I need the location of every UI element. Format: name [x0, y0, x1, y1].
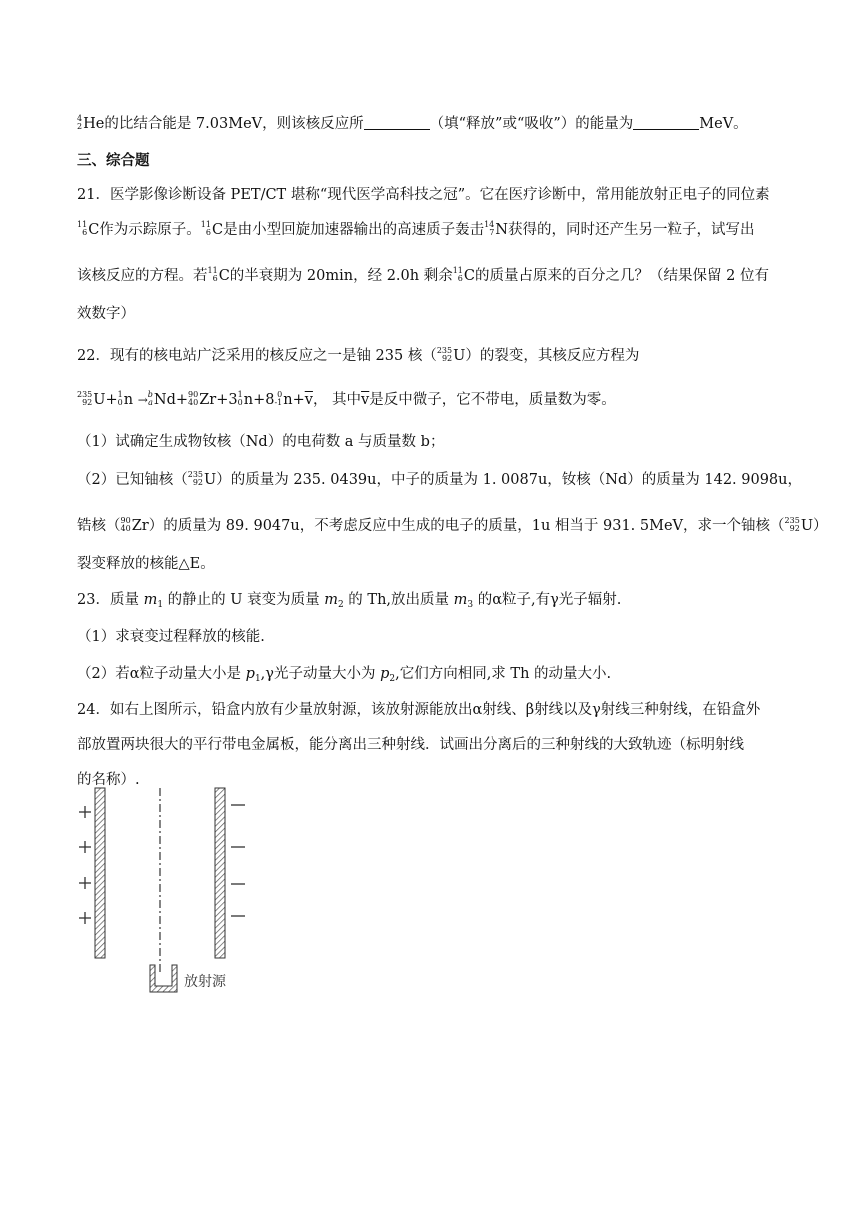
lead-box	[150, 965, 177, 992]
q21-line-1: 21．医学影像诊断设备 PET/CT 堪称“现代医学高科技之冠”。它在医疗诊断中，常用能放射正电子的同位素	[77, 187, 770, 203]
plus-signs	[79, 806, 91, 924]
left-plate	[95, 788, 105, 958]
answer-blank-2[interactable]	[633, 115, 699, 130]
q21-line-2: 11 6 C作为示踪原子。 11 6 C是由小型回旋加速器输出的高速质子轰击 14 7 N获得的，同时还产生另一粒子，试写出	[77, 220, 755, 238]
q22-part-2: （2）已知铀核（ 235 92 U）的质量为 235. 0439u，中子的质量为 1. 0087u，钕核（Nd）的质量为 142. 9098u，	[77, 470, 802, 488]
q24-line-2: 部放置两块很大的平行带电金属板，能分离出三种射线．试画出分离后的三种射线的大致轨迹（标明射线	[77, 737, 744, 753]
he-text-1: 的比结合能是 7.03MeV，则该核反应所	[104, 116, 364, 132]
q23-part-2: （2）若α粒子动量大小是 $p_1,\gamma$光子动量大小为 $p_2$,它们方向相同,求 Th 的动量大小.	[77, 666, 612, 684]
reaction-arrow: →	[137, 393, 148, 407]
q21-line-3: 该核反应的方程。若 11 6 C的半衰期为 20min，经 2.0h 剩余 11 6 C的质量占原来的百分之几？（结果保留 2 位有	[77, 266, 769, 284]
q22-part-1: （1）试确定生成物钕核（Nd）的电荷数 a 与质量数 b；	[77, 434, 445, 450]
q23-part-1: （1）求衰变过程释放的核能.	[77, 629, 265, 645]
q22-line-1: 22．现有的核电站广泛采用的核反应之一是铀 235 核（ 235 92 U）的裂变，其核反应方程为	[77, 346, 640, 364]
he-binding-line	[77, 112, 748, 133]
he-text-2: （填“释放”或“吸收”）的能量为	[429, 116, 634, 132]
minus-signs	[231, 805, 245, 916]
he-text-3: MeV。	[699, 116, 748, 132]
radiation-plates-figure	[77, 783, 277, 1003]
q22-part-2-cont: 锆核（ 90 40 Zr）的质量为 89. 9047u，不考虑反应中生成的电子的质量，1u 相当于 931. 5MeV，求一个铀核（ 235 92 U）	[77, 516, 828, 534]
q22-equation: 235 92 U+ 1 0 n → b a Nd+ 90 40 Zr+3 1 0 n+8 0 -1 $n+\overline{v}$， 其中$\overline{v}$是反中微子，它不带电，质量数为零。	[77, 390, 616, 408]
section-heading: 三、综合题	[77, 152, 150, 169]
q22-part-2-end: 裂变释放的核能△E。	[77, 556, 215, 572]
he-isotope-numbers: 4 2	[77, 114, 83, 131]
q23-line-1: 23．质量 $m_1$ 的静止的 U 衰变为质量 $m_2$ 的 Th,放出质量 $m_3$ 的α粒子,有γ光子辐射.	[77, 592, 622, 610]
source-label: 放射源	[184, 974, 226, 990]
q21-line-4: 效数字）	[77, 306, 135, 322]
he-symbol: He	[83, 116, 105, 132]
right-plate	[215, 788, 225, 958]
q24-line-3: 的名称）.	[77, 772, 140, 788]
q24-line-1: 24．如右上图所示，铅盒内放有少量放射源，该放射源能放出α射线、β射线以及γ射线三种射线，在铅盒外	[77, 702, 761, 718]
answer-blank-1[interactable]	[364, 115, 430, 130]
